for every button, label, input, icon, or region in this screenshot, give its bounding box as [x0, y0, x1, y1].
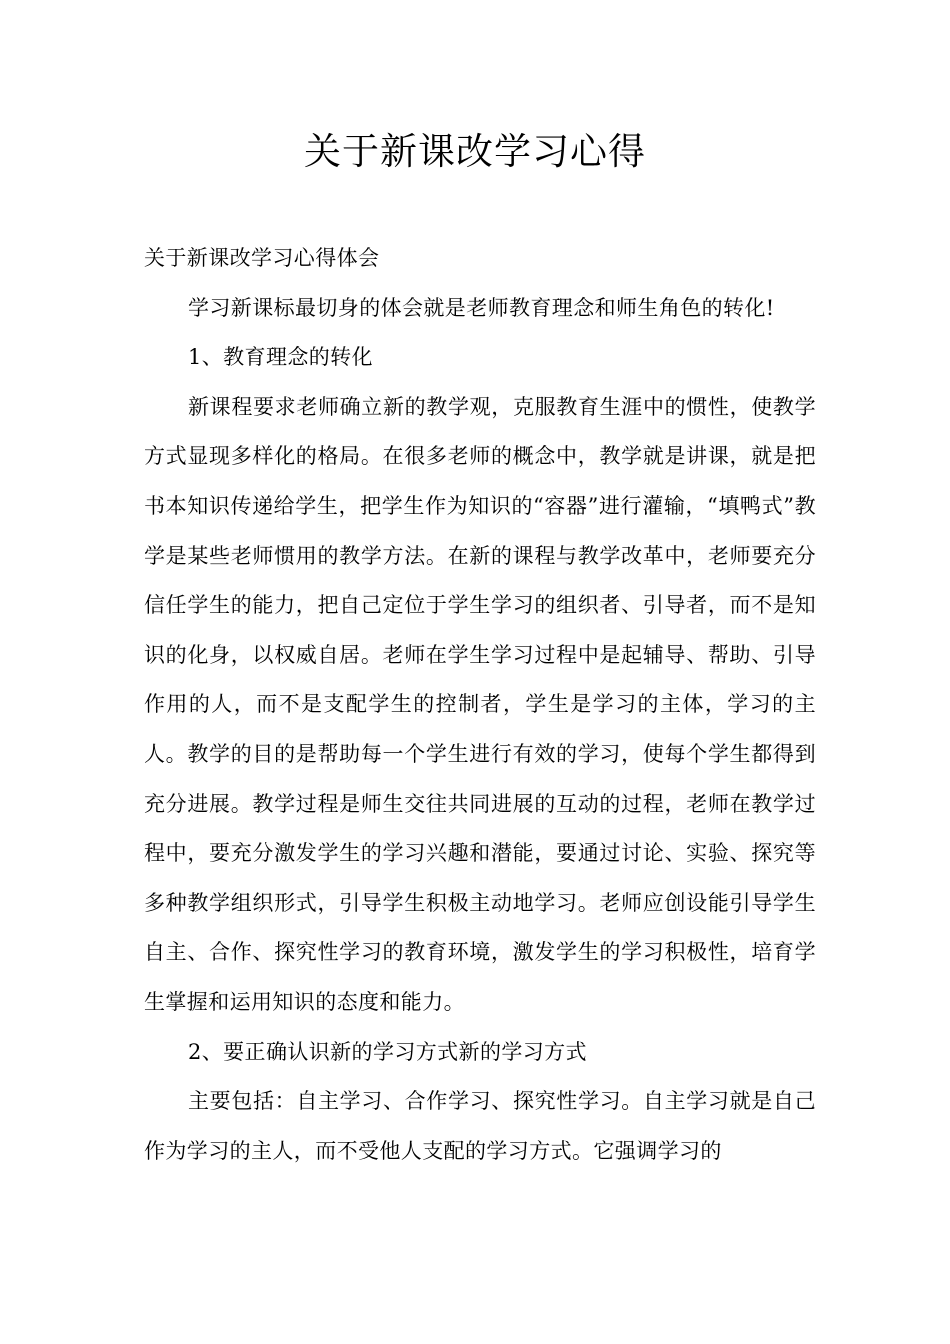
body-paragraph-1: 新课程要求老师确立新的教学观，克服教育生涯中的惯性，使教学方式显现多样化的格局。在很多老师的概念中，教学就是讲课，就是把书本知识传递给学生，把学生作为知识的“容器”进行灌输，“填鸭式”教学是某些老师惯用的教学方法。在新的课程与教学改革中，老师要充分信任学生的能力，把自己定位于学生学习的组织者、引导者，而不是知识的化身，以权威自居。老师在学生学习过程中是起辅导、帮助、引导作用的人，而不是支配学生的控制者，学生是学习的主体，学习的主人。教学的目的是帮助每一个学生进行有效的学习，使每个学生都得到充分进展。教学过程是师生交往共同进展的互动的过程，老师在教学过程中，要充分激发学生的学习兴趣和潜能，要通过讨论、实验、探究等多种教学组织形式，引导学生积极主动地学习。老师应创设能引导学生自主、合作、探究性学习的教育环境，激发学生的学习积极性，培育学生掌握和运用知识的态度和能力。 — [144, 394, 816, 1014]
section-heading-1: 1、教育理念的转化 — [188, 345, 373, 370]
section-heading-2: 2、要正确认识新的学习方式新的学习方式 — [188, 1039, 587, 1064]
document-title: 关于新课改学习心得 — [304, 130, 646, 173]
body-paragraph-2: 主要包括：自主学习、合作学习、探究性学习。自主学习就是自己作为学习的主人，而不受他人支配的学习方式。它强调学习的 — [144, 1089, 816, 1163]
subtitle-paragraph: 关于新课改学习心得体会 — [144, 246, 380, 270]
intro-paragraph: 学习新课标最切身的体会就是老师教育理念和师生角色的转化! — [188, 295, 775, 320]
document-body — [144, 234, 816, 1176]
